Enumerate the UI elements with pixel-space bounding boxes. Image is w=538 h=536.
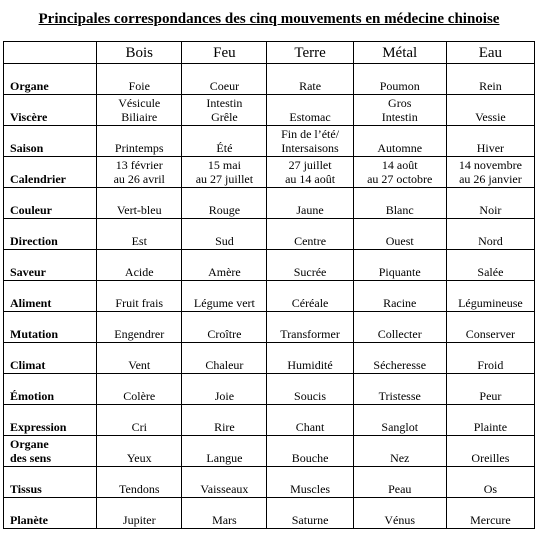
table-cell: Rein [446,64,534,95]
table-body [4,64,535,529]
row-label: Organe [4,64,97,95]
table-cell: Mercure [446,498,534,529]
table-cell: Estomac [267,95,353,126]
table-cell: Centre [267,219,353,250]
table-cell: Tendons [97,467,182,498]
table-cell: Vessie [446,95,534,126]
table-cell: Automne [353,126,446,157]
table-cell: Sanglot [353,405,446,436]
table-cell: Coeur [182,64,267,95]
row-label: Climat [4,343,97,374]
table-cell: Ouest [353,219,446,250]
table-cell: 15 mai au 27 juillet [182,157,267,188]
table-cell: Oreilles [446,436,534,467]
table-row [4,95,535,126]
table-cell: 13 février au 26 avril [97,157,182,188]
table-cell: Sud [182,219,267,250]
table-cell: Rire [182,405,267,436]
table-row [4,126,535,157]
table-cell: Blanc [353,188,446,219]
row-label: Saison [4,126,97,157]
row-label: Couleur [4,188,97,219]
table-cell: Sécheresse [353,343,446,374]
table-cell: Os [446,467,534,498]
table-cell: Gros Intestin [353,95,446,126]
table-cell: 27 juillet au 14 août [267,157,353,188]
table-cell: Chaleur [182,343,267,374]
table-cell: Piquante [353,250,446,281]
table-row [4,343,535,374]
table-cell: Printemps [97,126,182,157]
table-cell: Humidité [267,343,353,374]
table-cell: Saturne [267,498,353,529]
table-cell: Jupiter [97,498,182,529]
table-cell: Légume vert [182,281,267,312]
table-row [4,64,535,95]
header-cell-bois: Bois [97,42,182,64]
table-cell: Poumon [353,64,446,95]
table-cell: Racine [353,281,446,312]
header-row [4,42,535,64]
row-label: Saveur [4,250,97,281]
table-row [4,436,535,467]
header-cell-terre: Terre [267,42,353,64]
row-label: Direction [4,219,97,250]
table-cell: Rouge [182,188,267,219]
table-cell: Vent [97,343,182,374]
table-row [4,250,535,281]
table-row [4,312,535,343]
table-cell: Soucis [267,374,353,405]
table-cell: Acide [97,250,182,281]
table-cell: Été [182,126,267,157]
header-cell-empty [4,42,97,64]
table-cell: Foie [97,64,182,95]
table-cell: Intestin Grêle [182,95,267,126]
header-cell-feu: Feu [182,42,267,64]
header-cell-eau: Eau [446,42,534,64]
table-row [4,498,535,529]
table-cell: Mars [182,498,267,529]
table-cell: Vert-bleu [97,188,182,219]
table-row [4,374,535,405]
table-row [4,281,535,312]
table-cell: Transformer [267,312,353,343]
table-cell: Colère [97,374,182,405]
page-title: Principales correspondances des cinq mouvements en médecine chinoise [38,11,500,27]
table-cell: Froid [446,343,534,374]
table-cell: Engendrer [97,312,182,343]
table-cell: Est [97,219,182,250]
table-cell: Yeux [97,436,182,467]
row-label: Aliment [4,281,97,312]
table-cell: Rate [267,64,353,95]
table-cell: Hiver [446,126,534,157]
row-label: Tissus [4,467,97,498]
table-cell: Vénus [353,498,446,529]
table-cell: Joie [182,374,267,405]
row-label: Mutation [4,312,97,343]
table-cell: Amère [182,250,267,281]
table-cell: Fruit frais [97,281,182,312]
table-cell: Légumineuse [446,281,534,312]
header-cell-metal: Métal [353,42,446,64]
table-cell: Céréale [267,281,353,312]
correspondence-table [3,41,535,529]
table-cell: Bouche [267,436,353,467]
row-label: Expression [4,405,97,436]
row-label: Émotion [4,374,97,405]
table-cell: Plainte [446,405,534,436]
row-label: Viscère [4,95,97,126]
table-cell: Tristesse [353,374,446,405]
table-cell: 14 novembre au 26 janvier [446,157,534,188]
table-cell: Muscles [267,467,353,498]
table-cell: Peur [446,374,534,405]
table-cell: 14 août au 27 octobre [353,157,446,188]
table-row [4,188,535,219]
table-cell: Croître [182,312,267,343]
table-cell: Vésicule Biliaire [97,95,182,126]
table-cell: Cri [97,405,182,436]
table-row [4,405,535,436]
table-cell: Nez [353,436,446,467]
table-cell: Chant [267,405,353,436]
row-label: Organe des sens [4,436,97,467]
table-cell: Collecter [353,312,446,343]
table-cell: Langue [182,436,267,467]
table-cell: Conserver [446,312,534,343]
table-cell: Fin de l’été/ Intersaisons [267,126,353,157]
table-row [4,157,535,188]
table-cell: Sucrée [267,250,353,281]
table-row [4,467,535,498]
table-row [4,219,535,250]
table-cell: Peau [353,467,446,498]
table-cell: Noir [446,188,534,219]
table-cell: Vaisseaux [182,467,267,498]
table-cell: Salée [446,250,534,281]
table-cell: Nord [446,219,534,250]
row-label: Calendrier [4,157,97,188]
table-cell: Jaune [267,188,353,219]
row-label: Planète [4,498,97,529]
